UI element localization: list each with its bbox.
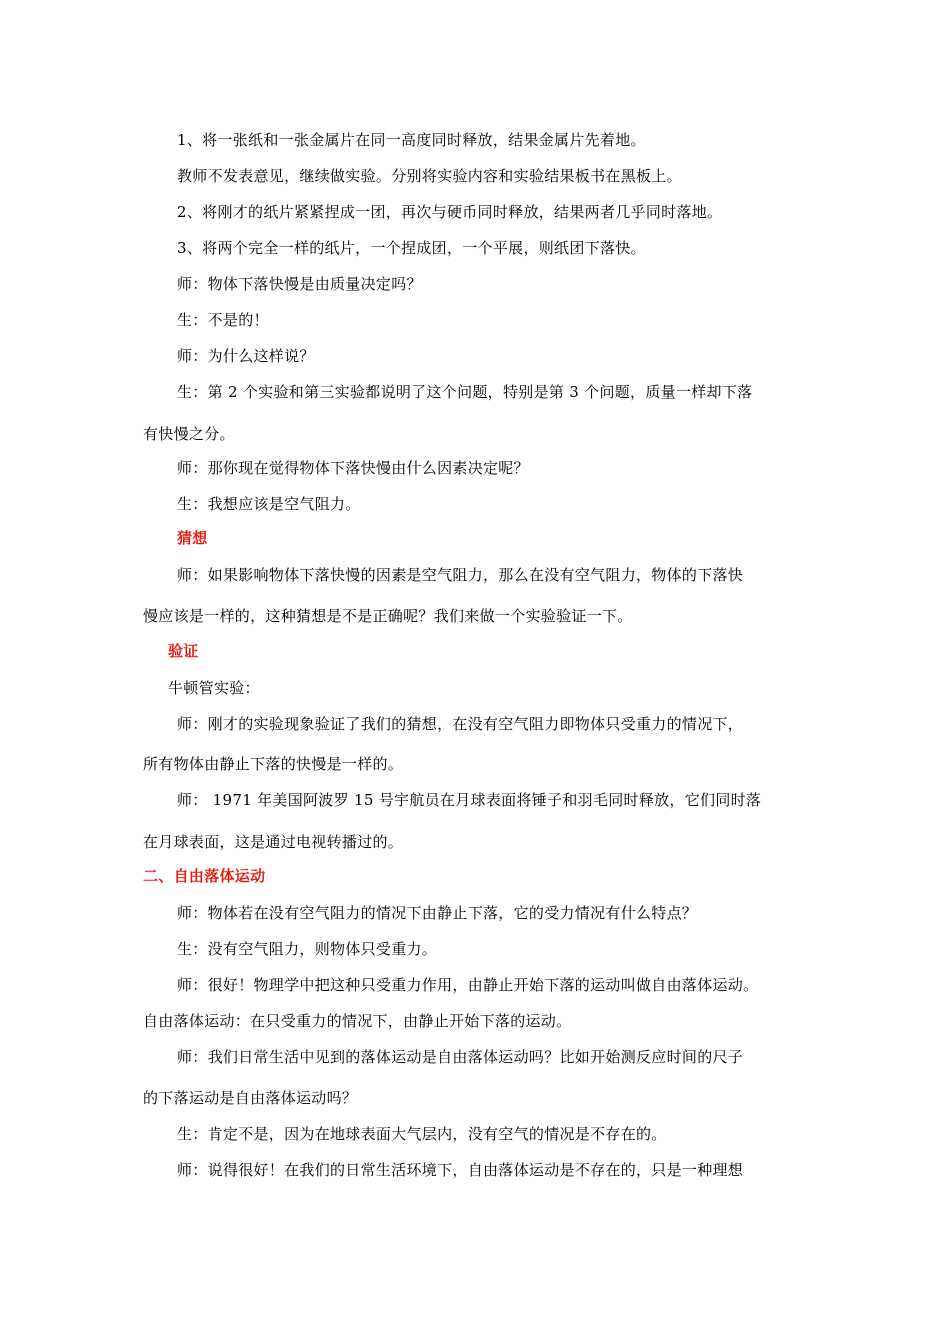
dialogue-line: 生：我想应该是空气阻力。 <box>177 495 361 513</box>
dialogue-line-continued: 在月球表面，这是通过电视转播过的。 <box>143 833 404 851</box>
dialogue-line: 生：第 2 个实验和第三实验都说明了这个问题，特别是第 3 个问题，质量一样却下落 <box>177 383 753 401</box>
section-heading-verify: 验证 <box>168 642 199 660</box>
paragraph-line: 教师不发表意见，继续做实验。分别将实验内容和实验结果板书在黑板上。 <box>177 167 682 185</box>
dialogue-line: 师：我们日常生活中见到的落体运动是自由落体运动吗？比如开始测反应时间的尺子 <box>177 1048 744 1066</box>
dialogue-line-continued: 有快慢之分。 <box>143 425 235 443</box>
dialogue-line: 生：不是的！ <box>177 311 269 329</box>
dialogue-line: 师： 1971 年美国阿波罗 15 号宇航员在月球表面将锤子和羽毛同时释放，它们同时落 <box>177 791 762 809</box>
section-heading-free-fall: 二、自由落体运动 <box>143 867 266 885</box>
paragraph-line: 3、将两个完全一样的纸片，一个捏成团，一个平展，则纸团下落快。 <box>177 239 646 257</box>
dialogue-line: 师：物体若在没有空气阻力的情况下由静止下落，它的受力情况有什么特点？ <box>177 904 698 922</box>
dialogue-line: 师：说得很好！在我们的日常生活环境下，自由落体运动是不存在的，只是一种理想 <box>177 1161 744 1179</box>
dialogue-line: 师：如果影响物体下落快慢的因素是空气阻力，那么在没有空气阻力，物体的下落快 <box>177 566 744 584</box>
section-heading-guess: 猜想 <box>177 529 208 547</box>
paragraph-line: 1、将一张纸和一张金属片在同一高度同时释放，结果金属片先着地。 <box>177 131 646 149</box>
dialogue-line-continued: 所有物体由静止下落的快慢是一样的。 <box>143 755 404 773</box>
dialogue-line: 师：那你现在觉得物体下落快慢由什么因素决定呢？ <box>177 459 529 477</box>
dialogue-line-continued: 的下落运动是自由落体运动吗？ <box>143 1089 358 1107</box>
dialogue-line: 师：物体下落快慢是由质量决定吗？ <box>177 275 422 293</box>
paragraph-line: 2、将刚才的纸片紧紧捏成一团，再次与硬币同时释放，结果两者几乎同时落地。 <box>177 203 723 221</box>
dialogue-line: 师：刚才的实验现象验证了我们的猜想，在没有空气阻力即物体只受重力的情况下， <box>177 715 744 733</box>
dialogue-line: 师：为什么这样说？ <box>177 347 315 365</box>
dialogue-line-continued: 慢应该是一样的，这种猜想是不是正确呢？我们来做一个实验验证一下。 <box>143 607 633 625</box>
paragraph-line: 牛顿管实验： <box>168 679 260 697</box>
definition-line: 自由落体运动：在只受重力的情况下，由静止开始下落的运动。 <box>143 1012 572 1030</box>
dialogue-line: 生：没有空气阻力，则物体只受重力。 <box>177 940 438 958</box>
dialogue-line: 生：肯定不是，因为在地球表面大气层内，没有空气的情况是不存在的。 <box>177 1125 667 1143</box>
dialogue-line: 师：很好！物理学中把这种只受重力作用，由静止开始下落的运动叫做自由落体运动。 <box>177 976 759 994</box>
